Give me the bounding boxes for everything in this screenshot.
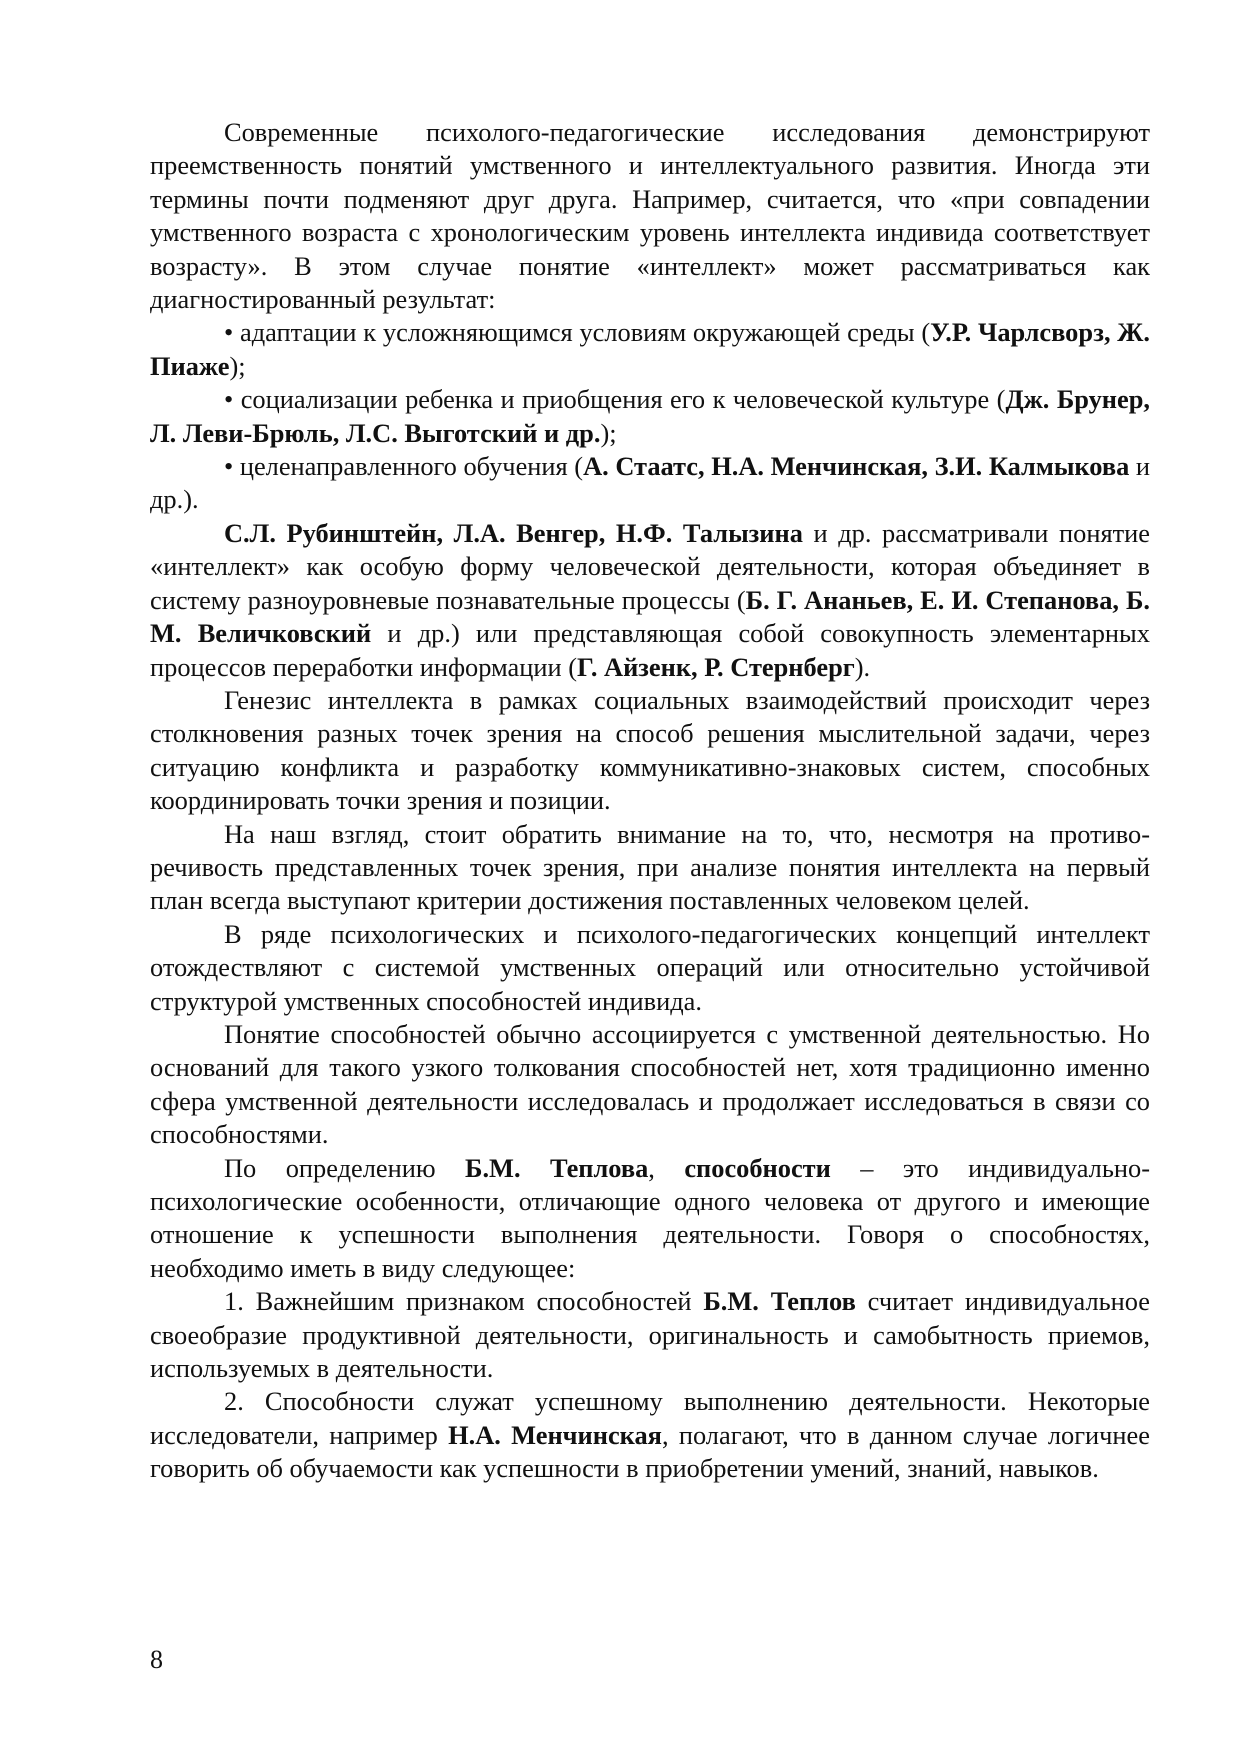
paragraph-p7: [150, 818, 1150, 918]
paragraph-p11: [150, 1285, 1150, 1385]
page-number: 8: [150, 1645, 163, 1674]
bold-text-segment: Б. Г. Ананьев, Е. И. Степанова, Б. М. Величковский: [150, 584, 1150, 649]
text-segment: ,: [648, 1152, 685, 1183]
bold-text-segment: С.Л. Рубинштейн, Л.А. Венгер, Н.Ф. Талызина: [224, 517, 803, 548]
text-segment: ).: [854, 651, 871, 682]
text-segment: Понятие способностей обычно ассоциируется с умственной деятельностью. Но оснований для такого узкого толкования способностей нет, хотя традиционно именно сфера умственной деятельности исследовалась и продолжает исследоваться в связи со способностями.: [150, 1018, 1150, 1150]
paragraph-p3: [150, 383, 1150, 450]
text-segment: На наш взгляд, стоит обратить внимание на то, что, несмотря на противоречивость представленных точек зрения, при анализе понятия интеллекта на первый план всегда выступают критерии достижения поставленных человеком целей.: [150, 818, 1150, 916]
text-segment: В ряде психологических и психолого-педагогических концепций интеллект отождествляют с системой умственных операций или относительно устойчивой структурой умственных способностей индивида.: [150, 918, 1150, 1016]
text-segment: );: [600, 417, 617, 448]
text-segment: , полагают, что в данном случае логичнее говорить об обучаемости как успешности в приобретении умений, знаний, навыков.: [150, 1419, 1150, 1484]
paragraph-p12: [150, 1385, 1150, 1485]
bold-text-segment: Г. Айзенк, Р. Стернберг: [577, 651, 855, 682]
bold-text-segment: Дж. Брунер, Л. Леви-Брюль, Л.С. Выготский и др.: [150, 384, 1150, 448]
text-segment: и др.).: [150, 451, 1151, 515]
bold-text-segment: У.Р. Чарлсворз, Ж. Пиаже: [150, 317, 1150, 381]
text-segment: • целенаправленного обучения (: [224, 451, 584, 482]
bold-text-segment: Б.М. Теплов: [703, 1286, 856, 1317]
text-segment: и др.) или представляющая собой совокупность элементарных процессов переработки информации (: [150, 618, 1150, 682]
paragraph-p9: [150, 1018, 1150, 1152]
paragraph-p10: [150, 1152, 1150, 1286]
text-segment: – это индивидуально-психологические особенности, отличающие одного человека от другого и имеющие отношение к успешности выполнения деятельности. Говоря о способностях, необходимо иметь в виду следующее:: [150, 1152, 1150, 1283]
paragraph-p5: [150, 517, 1150, 684]
bold-text-segment: А. Стаатс, Н.А. Менчинская, З.И. Калмыкова: [583, 451, 1130, 482]
text-segment: По определению: [224, 1152, 465, 1183]
text-segment: Современные психолого-педагогические исследования демонстрируют преемственность понятий умственного и интеллектуального развития. Иногда эти термины почти подменяют друг друга. Например, считается, что «при совпадении умственного возраста с хронологическим уровень интеллекта индивида соответствует возрасту». В этом случае понятие «интеллект» может рассматриваться как диагностированный результат:: [150, 117, 1150, 315]
text-segment: • адаптации к усложняющимся условиям окружающей среды (: [224, 317, 931, 348]
bold-text-segment: Б.М. Теплова: [465, 1152, 649, 1183]
text-segment: и др. рассматривали понятие «интеллект» как особую форму человеческой деятельности, которая объединяет в систему разноуровневые познавательные процессы (: [150, 517, 1150, 615]
paragraph-p8: [150, 918, 1150, 1018]
paragraph-p4: [150, 450, 1150, 517]
bold-text-segment: Н.А. Менчинская: [448, 1419, 662, 1450]
text-segment: • социализации ребенка и приобщения его к человеческой культуре (: [224, 384, 1006, 415]
page-text-body: [150, 116, 1150, 1486]
text-segment: считает индивидуальное своеобразие продуктивной деятельности, оригинальность и самобытность приемов, используемых в деятельности.: [150, 1286, 1150, 1384]
paragraph-p2: [150, 316, 1150, 383]
text-segment: 2. Способности служат успешному выполнению деятельности. Некоторые исследователи, например: [150, 1386, 1150, 1450]
bold-text-segment: способности: [684, 1152, 831, 1183]
text-segment: Генезис интеллекта в рамках социальных взаимодействий происходит через столкновения разных точек зрения на способ решения мыслительной задачи, через ситуацию конфликта и разработку коммуникативно-знаковых систем, способных координировать точки зрения и позиции.: [150, 684, 1150, 816]
paragraph-p1: [150, 116, 1150, 316]
paragraph-p6: [150, 684, 1150, 818]
text-segment: 1. Важнейшим признаком способностей: [224, 1286, 704, 1317]
text-segment: );: [229, 350, 246, 381]
